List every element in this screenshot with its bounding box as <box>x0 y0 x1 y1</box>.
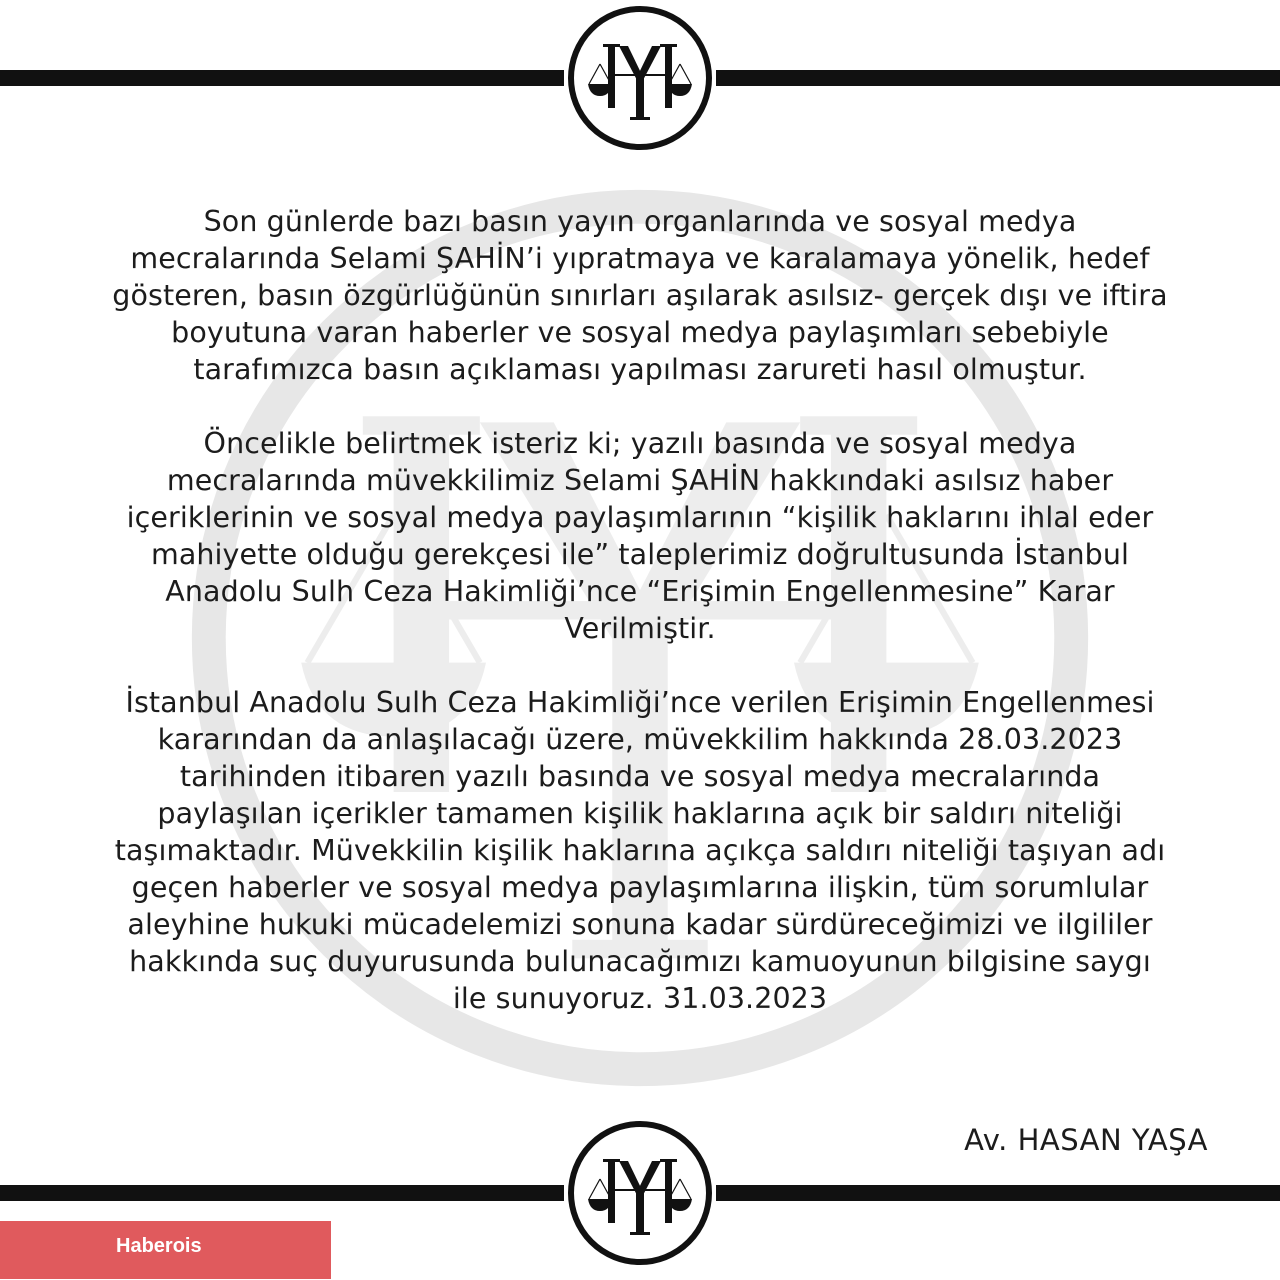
paragraph-line: tarihinden itibaren yazılı basında ve sosyal medya mecralarında <box>179 760 1101 793</box>
paragraph-line: boyutuna varan haberler ve sosyal medya paylaşımları sebebiyle <box>171 316 1109 349</box>
paragraph-line: kararından da anlaşılacağı üzere, müvekkilim hakkında 28.03.2023 <box>157 723 1123 756</box>
paragraph-line: içeriklerinin ve sosyal medya paylaşımlarının “kişilik haklarını ihlal eder <box>126 501 1154 534</box>
paragraph-line: taşımaktadır. Müvekkilin kişilik haklarına açıkça saldırı niteliği taşıyan adı <box>114 834 1166 867</box>
statement-paragraph-2 <box>40 425 1240 647</box>
bottom-left-divider <box>0 1185 564 1201</box>
top-left-divider <box>0 70 564 86</box>
statement-paragraph-3 <box>40 684 1240 1017</box>
paragraph-line: tarafımızca basın açıklaması yapılması zarureti hasıl olmuştur. <box>193 353 1087 386</box>
paragraph-line: aleyhine hukuki mücadelemizi sonuna kadar sürdüreceğimizi ve ilgililer <box>127 908 1153 941</box>
statement-paragraph-1 <box>40 203 1240 388</box>
paragraph-line: geçen haberler ve sosyal medya paylaşımlarına ilişkin, tüm sorumlular <box>131 871 1149 904</box>
paragraph-line: hakkında suç duyurusunda bulunacağımızı kamuoyunun bilgisine saygı <box>129 945 1151 978</box>
paragraph-line: ile sunuyoruz. 31.03.2023 <box>452 982 828 1015</box>
signature: Av. HASAN YAŞA <box>964 1123 1208 1157</box>
scales-of-justice-monogram-icon <box>566 4 714 152</box>
top-right-divider <box>716 70 1280 86</box>
paragraph-line: mahiyette olduğu gerekçesi ile” taleplerimiz doğrultusunda İstanbul <box>150 538 1130 571</box>
paragraph-line: Son günlerde bazı basın yayın organlarında ve sosyal medya <box>203 205 1077 238</box>
paragraph-line: Anadolu Sulh Ceza Hakimliği’nce “Erişimin Engellenmesine” Karar <box>165 575 1115 608</box>
bottom-right-divider <box>716 1185 1280 1201</box>
paragraph-line: Öncelikle belirtmek isteriz ki; yazılı basında ve sosyal medya <box>203 427 1077 460</box>
scales-of-justice-monogram-icon <box>566 1119 714 1267</box>
statement-body <box>40 203 1240 1017</box>
paragraph-line: Verilmiştir. <box>564 612 716 645</box>
source-badge: Haberois <box>0 1221 331 1279</box>
paragraph-line: mecralarında Selami ŞAHİN’i yıpratmaya ve karalamaya yönelik, hedef <box>130 242 1150 275</box>
paragraph-line: gösteren, basın özgürlüğünün sınırları aşılarak asılsız- gerçek dışı ve iftira <box>112 279 1168 312</box>
paragraph-line: paylaşılan içerikler tamamen kişilik haklarına açık bir saldırı niteliği <box>157 797 1123 830</box>
paragraph-line: İstanbul Anadolu Sulh Ceza Hakimliği’nce verilen Erişimin Engellenmesi <box>125 686 1155 719</box>
paragraph-line: mecralarında müvekkilimiz Selami ŞAHİN hakkındaki asılsız haber <box>166 464 1114 497</box>
